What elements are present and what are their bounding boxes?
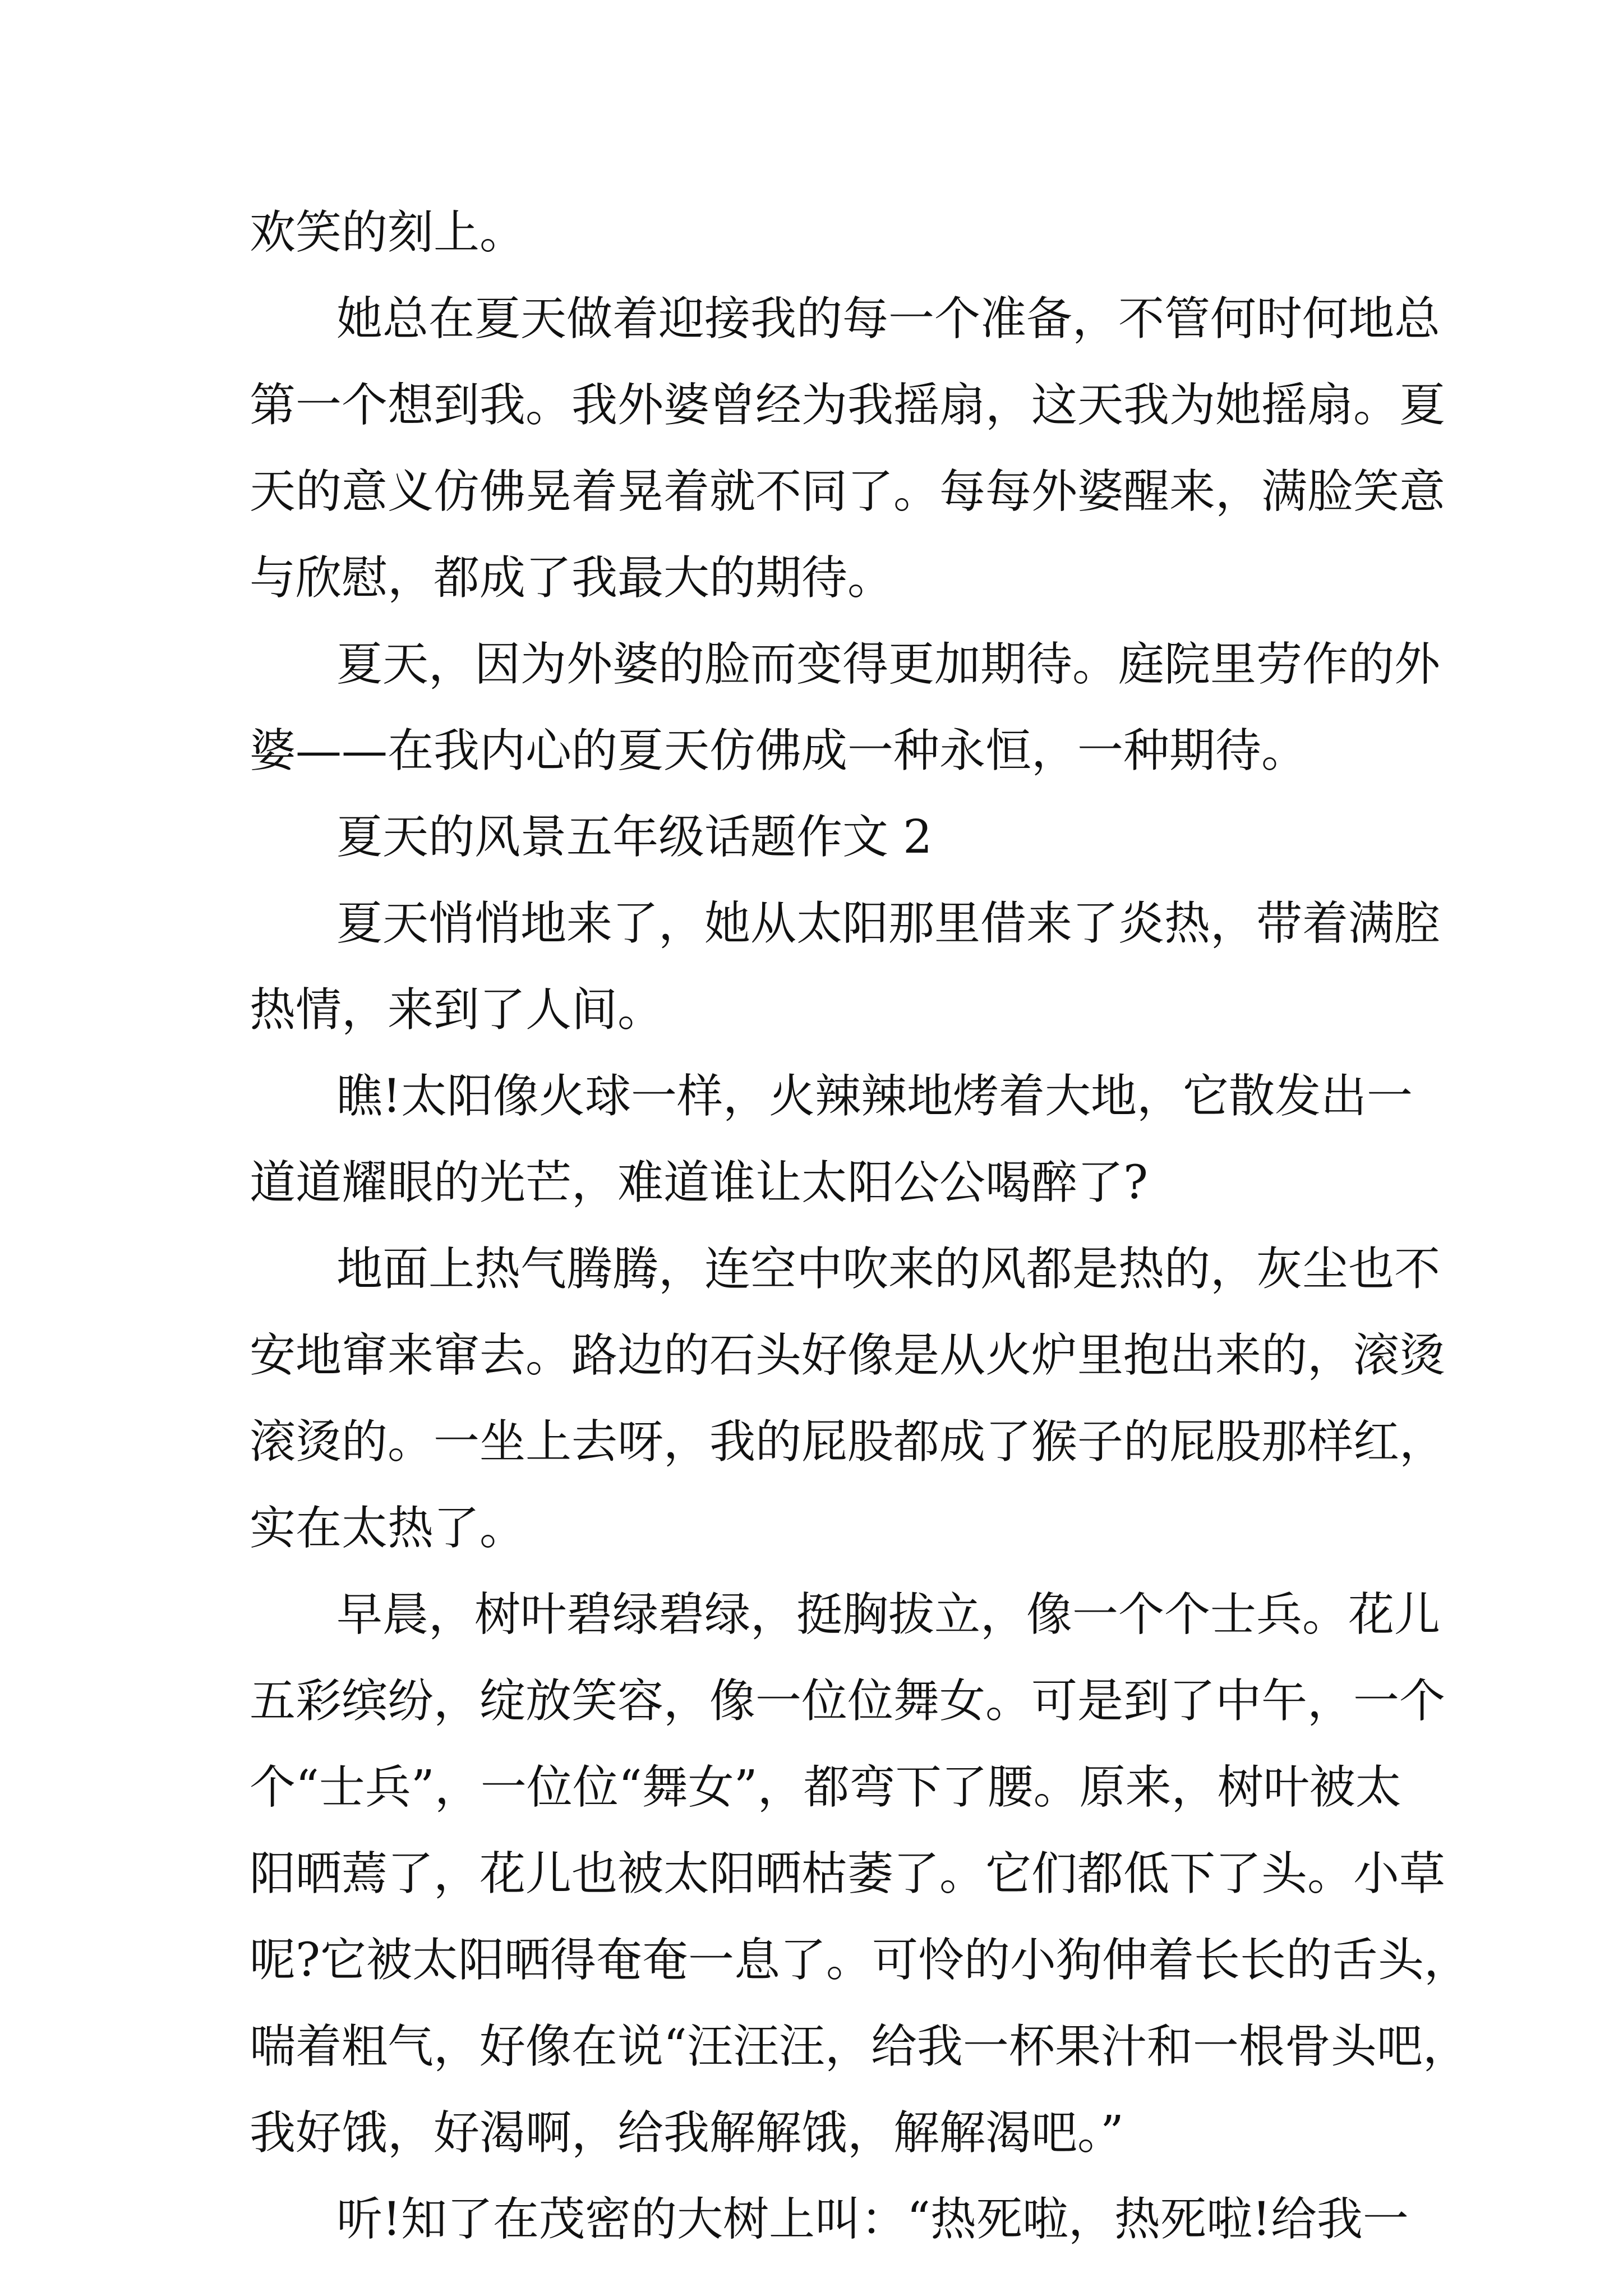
paragraph-first-line: 她总在夏天做着迎接我的每一个准备，不管何时何地总: [336, 292, 1441, 346]
paragraph-first-line: 早晨，树叶碧绿碧绿，挺胸拔立，像一个个士兵。花儿: [336, 1588, 1441, 1641]
text-line: 阳晒蔫了，花儿也被太阳晒枯萎了。它们都低下了头。小草: [250, 1847, 1446, 1901]
text-line: 第一个想到我。我外婆曾经为我摇扇，这天我为她摇扇。夏: [250, 379, 1446, 432]
paragraph-first-line: 夏天悄悄地来了，她从太阳那里借来了炎热，带着满腔: [336, 897, 1441, 950]
paragraph-first-line: 瞧!太阳像火球一样，火辣辣地烤着大地，它散发出一: [336, 1070, 1413, 1123]
text-line: 婆——在我内心的夏天仿佛成一种永恒，一种期待。: [250, 724, 1308, 777]
text-line: 欢笑的刻上。: [250, 206, 526, 259]
text-line: 喘着粗气，好像在说“汪汪汪，给我一杯果汁和一根骨头吧，: [250, 2020, 1469, 2073]
section-heading: 夏天的风景五年级话题作文 2: [336, 811, 933, 864]
text-line: 道道耀眼的光芒，难道谁让太阳公公喝醉了?: [250, 1156, 1148, 1209]
paragraph-first-line: 夏天，因为外婆的脸而变得更加期待。庭院里劳作的外: [336, 638, 1441, 691]
text-line: 热情，来到了人间。: [250, 983, 664, 1037]
text-line: 实在太热了。: [250, 1502, 526, 1555]
text-line: 我好饿，好渴啊，给我解解饿，解解渴吧。”: [250, 2106, 1124, 2160]
paragraph-first-line: 地面上热气腾腾，连空中吹来的风都是热的，灰尘也不: [336, 1243, 1441, 1296]
paragraph-first-line: 听!知了在茂密的大树上叫：“热死啦，热死啦!给我一: [336, 2193, 1409, 2246]
text-line: 天的意义仿佛晃着晃着就不同了。每每外婆醒来，满脸笑意: [250, 465, 1446, 518]
text-line: 滚烫的。一坐上去呀，我的屁股都成了猴子的屁股那样红，: [250, 1415, 1446, 1469]
text-line: 与欣慰，都成了我最大的期待。: [250, 551, 894, 605]
text-line: 安地窜来窜去。路边的石头好像是从火炉里抱出来的，滚烫: [250, 1329, 1446, 1382]
text-line: 个“士兵”，一位位“舞女”，都弯下了腰。原来，树叶被太: [250, 1761, 1401, 1814]
text-line: 呢?它被太阳晒得奄奄一息了。可怜的小狗伸着长长的舌头，: [250, 1934, 1470, 1987]
text-line: 五彩缤纷，绽放笑容，像一位位舞女。可是到了中午，一个: [250, 1674, 1446, 1728]
